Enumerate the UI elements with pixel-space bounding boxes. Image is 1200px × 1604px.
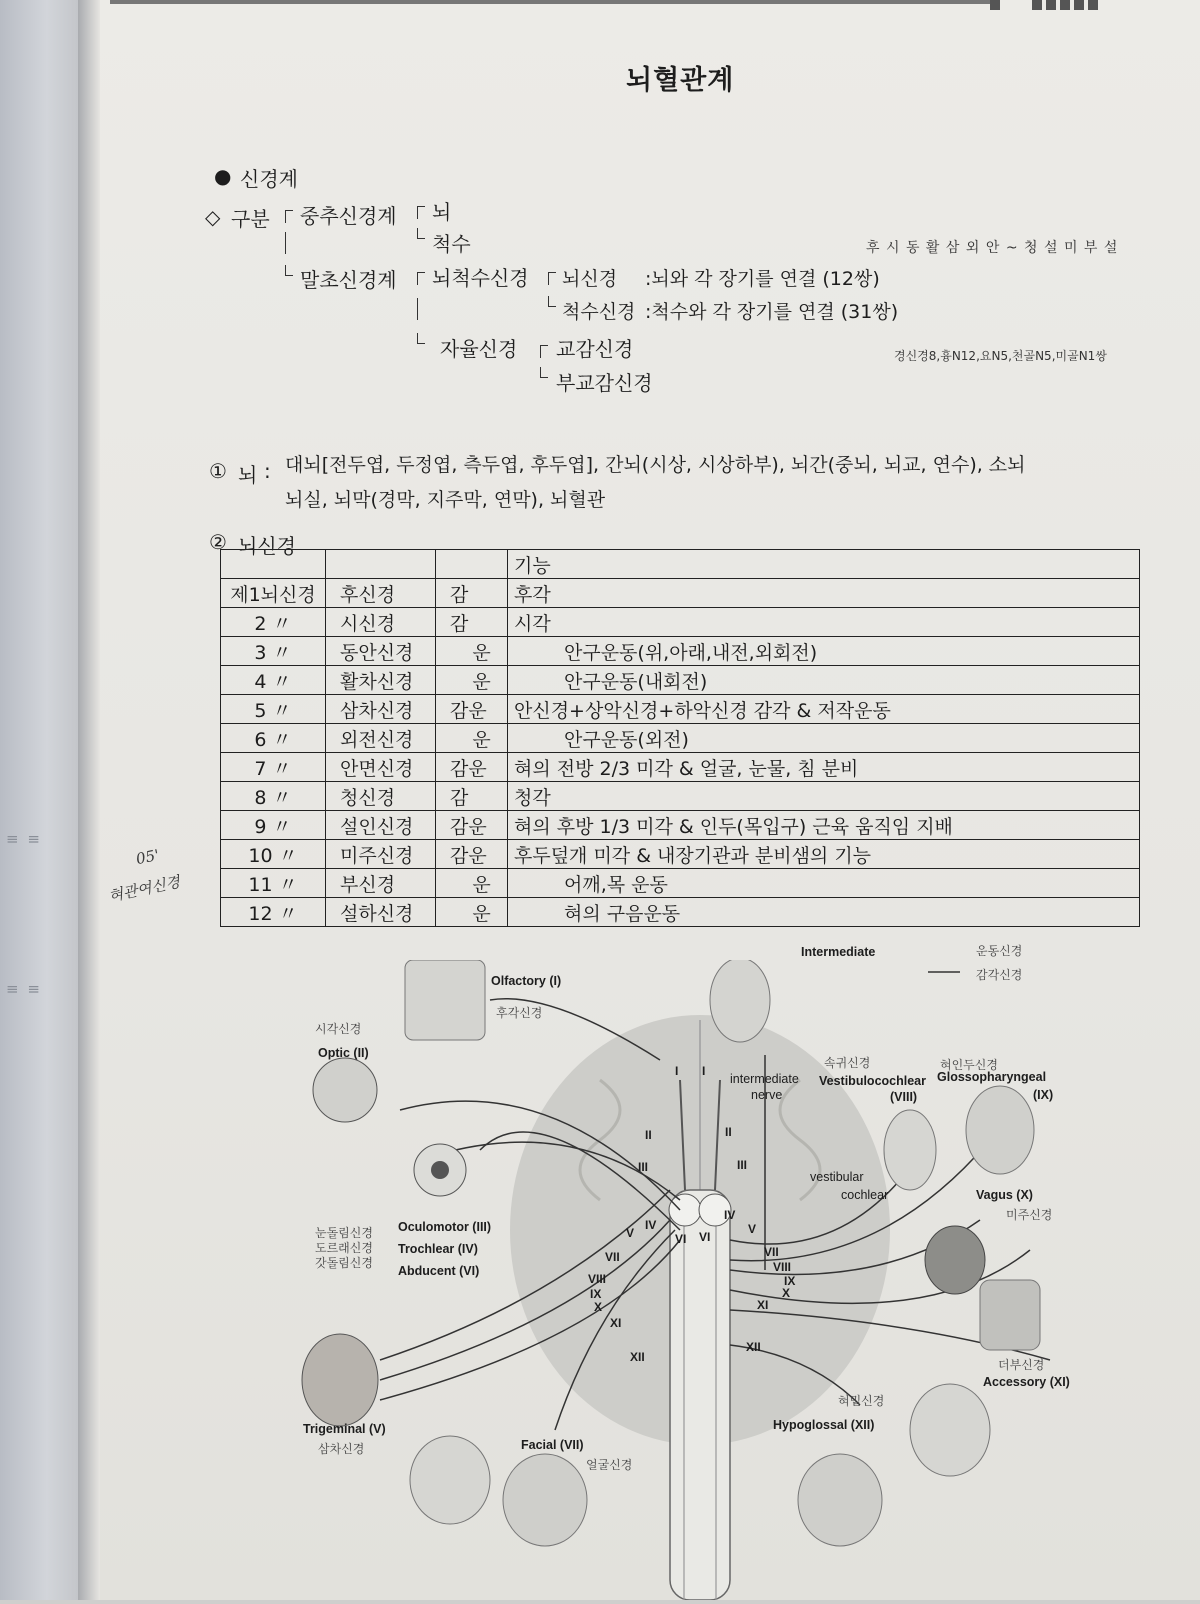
- nerve-number-cell: 4 〃: [221, 666, 326, 695]
- spinal-nerve-desc: :척수와 각 장기를 연결 (31쌍): [645, 301, 899, 323]
- corner-mark: [1060, 0, 1070, 10]
- roman-XII-right: XII: [746, 1340, 761, 1354]
- roman-I-left: I: [675, 1064, 679, 1078]
- hypoglossal-head-vignette: [798, 1454, 882, 1546]
- nerve-function-cell: 안신경+상악신경+하악신경 감각 & 저작운동: [508, 695, 1140, 724]
- intermediate-head-vignette: [710, 960, 770, 1042]
- optic-kr-label: 시각신경: [315, 1022, 362, 1036]
- tree-line: [285, 232, 286, 254]
- trochlear-label: Trochlear (IV): [398, 1242, 478, 1256]
- skull-vignette: [910, 1384, 990, 1476]
- nerve-function-cell: 혀의 구음운동: [508, 898, 1140, 927]
- trigeminal-head-vignette: [410, 1436, 490, 1524]
- olfactory-kr-label: 후각신경: [496, 1006, 543, 1020]
- roman-II-left: II: [645, 1128, 652, 1142]
- diamond-icon: ◇: [205, 205, 221, 229]
- table-row: [221, 782, 1140, 811]
- nerve-name-cell: 미주신경: [326, 840, 436, 869]
- nerve-function-cell: 어깨,목 운동: [508, 869, 1140, 898]
- parasympathetic-label: 부교감신경: [556, 371, 653, 395]
- bleed-through-text: ≡ ≡: [6, 830, 42, 848]
- corner-mark: [1074, 0, 1084, 10]
- table-row: [221, 753, 1140, 782]
- nerve-name-cell: 활차신경: [326, 666, 436, 695]
- lungs-vignette: [925, 1226, 985, 1294]
- roman-VII-right: VII: [764, 1245, 779, 1259]
- handwritten-year: 05': [134, 845, 161, 869]
- nerve-function-cell: 혀의 후방 1/3 미각 & 인두(목입구) 근육 움직임 지배: [508, 811, 1140, 840]
- tree-line: [417, 298, 418, 320]
- brain-parts-line-1: 대뇌[전두엽, 두정엽, 측두엽, 후두엽], 간뇌(시상, 시상하부), 뇌간(중뇌, 뇌교, 연수), 소뇌: [285, 454, 1026, 476]
- roman-III-right: III: [737, 1158, 748, 1172]
- item-number: ②: [209, 530, 227, 554]
- bleed-through-text: ≡ ≡: [6, 980, 42, 998]
- table-row: [221, 579, 1140, 608]
- vestibular-label: vestibular: [810, 1170, 864, 1184]
- nerve-number-cell: 9 〃: [221, 811, 326, 840]
- facial-label: Facial (VII): [521, 1438, 584, 1452]
- nerve-name-cell: 동안신경: [326, 637, 436, 666]
- nerve-number-cell: 7 〃: [221, 753, 326, 782]
- roman-V-left: V: [626, 1226, 635, 1240]
- classification-label: 구분: [231, 207, 270, 231]
- cranial-nerve-label: 뇌신경: [562, 268, 618, 290]
- nerve-name-cell: 외전신경: [326, 724, 436, 753]
- nerve-name-cell: 설인신경: [326, 811, 436, 840]
- vestibulocochlear-num: (VIII): [890, 1090, 918, 1104]
- nerve-type-cell: 감운: [436, 811, 508, 840]
- hypoglossal-kr-label: 혀밑신경: [838, 1394, 885, 1408]
- table-row: [221, 666, 1140, 695]
- table-row: [221, 608, 1140, 637]
- nerve-function-cell: 후각: [508, 579, 1140, 608]
- nerve-name-cell: 삼차신경: [326, 695, 436, 724]
- eyeball-vignette: [313, 1058, 377, 1122]
- spinal-nerve-label: 척수신경: [562, 301, 636, 323]
- nerve-function-cell: 청각: [508, 782, 1140, 811]
- brain-label: 뇌: [432, 200, 452, 224]
- nerve-function-cell: 안구운동(외전): [508, 724, 1140, 753]
- brainstem: [670, 1190, 730, 1600]
- roman-VI-left: VI: [675, 1232, 687, 1246]
- face-photo: [302, 1334, 378, 1426]
- corner-mark: [990, 0, 1000, 10]
- roman-XI-left: XI: [610, 1316, 622, 1330]
- previous-page-edge: [0, 0, 78, 1600]
- brain-item-label: 뇌: [238, 463, 258, 487]
- nerve-function-cell: 혀의 전방 2/3 미각 & 얼굴, 눈물, 침 분비: [508, 753, 1140, 782]
- table-cell: [436, 550, 508, 579]
- page-title: 뇌혈관계: [626, 65, 735, 96]
- accessory-kr-label: 더부신경: [998, 1358, 1045, 1372]
- roman-I-right: I: [702, 1064, 706, 1078]
- nerve-type-cell: 운: [436, 666, 508, 695]
- tree-bracket: [540, 345, 548, 358]
- legend-sensory: 감각신경: [976, 968, 1023, 982]
- throat-vignette: [966, 1086, 1034, 1174]
- nerve-type-cell: 운: [436, 637, 508, 666]
- roman-IV-left: IV: [645, 1218, 657, 1232]
- table-row: [221, 811, 1140, 840]
- glossopharyngeal-label: Glossopharyngeal: [937, 1070, 1047, 1084]
- spinal-count-note: 경신경8,흉N12,요N5,천골N5,미골N1쌍: [894, 349, 1107, 363]
- table-row: [221, 637, 1140, 666]
- intestine-vignette: [980, 1280, 1040, 1350]
- nerve-number-cell: 11 〃: [221, 869, 326, 898]
- handwritten-note: 혀관여신경: [107, 872, 182, 906]
- corner-mark: [1088, 0, 1098, 10]
- autonomic-label: 자율신경: [440, 337, 518, 361]
- trigeminal-label: Trigeminal (V): [303, 1422, 386, 1436]
- roman-XII-left: XII: [630, 1350, 645, 1364]
- table-row: [221, 840, 1140, 869]
- colon: :: [264, 459, 271, 483]
- cochlear-label: cochlear: [841, 1188, 889, 1202]
- nerve-function-cell: 안구운동(내회전): [508, 666, 1140, 695]
- nerve-name-cell: 설하신경: [326, 898, 436, 927]
- roman-VIII-right: VIII: [773, 1260, 792, 1274]
- top-rule: [110, 0, 990, 4]
- roman-IX-left: IX: [590, 1287, 602, 1301]
- tree-bracket: [285, 265, 293, 276]
- table-row: [221, 898, 1140, 927]
- nerve-function-cell: 안구운동(위,아래,내전,외회전): [508, 637, 1140, 666]
- nerve-type-cell: 감운: [436, 753, 508, 782]
- facial-kr-label: 얼굴신경: [586, 1458, 633, 1472]
- nose-vignette: [405, 960, 485, 1040]
- vagus-kr-label: 미주신경: [1006, 1208, 1053, 1222]
- nerve-type-cell: 감: [436, 782, 508, 811]
- table-row: [221, 724, 1140, 753]
- abducent-kr-label: 갓돌림신경: [315, 1256, 373, 1270]
- tree-bracket: [548, 272, 556, 285]
- nerve-name-cell: 안면신경: [326, 753, 436, 782]
- book-gutter: [78, 0, 100, 1600]
- nerve-number-cell: 10 〃: [221, 840, 326, 869]
- corner-mark: [1046, 0, 1056, 10]
- nerve-type-cell: 운: [436, 898, 508, 927]
- corner-mark: [1032, 0, 1042, 10]
- tree-bracket: [417, 206, 425, 219]
- legend-motor: 운동신경: [976, 944, 1023, 958]
- oculomotor-kr-label: 눈돌림신경: [315, 1226, 373, 1240]
- nerve-number-cell: 3 〃: [221, 637, 326, 666]
- nerve-name-cell: 청신경: [326, 782, 436, 811]
- nerve-type-cell: 운: [436, 724, 508, 753]
- trochlear-kr-label: 도르래신경: [315, 1241, 373, 1255]
- nerve-function-cell: 시각: [508, 608, 1140, 637]
- hypoglossal-label: Hypoglossal (XII): [773, 1418, 875, 1432]
- table-row: [221, 869, 1140, 898]
- cranial-nerve-diagram: [300, 944, 1120, 1600]
- roman-V-right: V: [748, 1222, 757, 1236]
- brain-parts-line-2: 뇌실, 뇌막(경막, 지주막, 연막), 뇌혈관: [285, 489, 606, 511]
- oculomotor-label: Oculomotor (III): [398, 1220, 492, 1234]
- cranial-item-label: 뇌신경: [238, 534, 296, 558]
- tree-bracket: [417, 333, 425, 344]
- roman-VII-left: VII: [605, 1250, 620, 1264]
- cranial-nerve-table: [220, 549, 1140, 927]
- nerve-number-cell: 12 〃: [221, 898, 326, 927]
- intermediate-nerve-label-2: nerve: [751, 1088, 783, 1102]
- ear-vignette: [884, 1110, 936, 1190]
- olfactory-label: Olfactory (I): [491, 974, 562, 988]
- nerve-number-cell: 8 〃: [221, 782, 326, 811]
- intermediate-label: Intermediate: [801, 945, 876, 959]
- optic-label: Optic (II): [318, 1046, 369, 1060]
- table-header-row: [221, 550, 1140, 579]
- vestibulocochlear-kr-label: 속귀신경: [824, 1056, 871, 1070]
- cranial-nerve-desc: :뇌와 각 장기를 연결 (12쌍): [645, 268, 880, 290]
- nerve-name-cell: 부신경: [326, 869, 436, 898]
- nerve-type-cell: 감운: [436, 840, 508, 869]
- pns-label: 말초신경계: [300, 268, 397, 292]
- nerve-type-cell: 감: [436, 579, 508, 608]
- vagus-label: Vagus (X): [976, 1188, 1033, 1202]
- cerebrospinal-label: 뇌척수신경: [432, 266, 529, 290]
- tree-bracket: [540, 367, 548, 378]
- spinal-label: 척수: [432, 232, 471, 256]
- nerve-number-cell: 6 〃: [221, 724, 326, 753]
- nerve-number-cell: 2 〃: [221, 608, 326, 637]
- nerve-type-cell: 운: [436, 869, 508, 898]
- intermediate-nerve-label-1: intermediate: [730, 1072, 799, 1086]
- section-label: 신경계: [240, 167, 298, 191]
- sympathetic-label: 교감신경: [556, 337, 634, 361]
- tree-bracket: [417, 228, 425, 239]
- tree-bracket: [285, 210, 293, 223]
- roman-X-right: X: [782, 1286, 791, 1300]
- roman-VI-right: VI: [699, 1230, 711, 1244]
- facial-head-vignette: [503, 1454, 587, 1546]
- accessory-label: Accessory (XI): [983, 1375, 1070, 1389]
- roman-XI-right: XI: [757, 1298, 769, 1312]
- roman-IV-right: IV: [724, 1208, 736, 1222]
- nerve-type-cell: 감: [436, 608, 508, 637]
- nerve-name-cell: 후신경: [326, 579, 436, 608]
- trigeminal-kr-label: 삼차신경: [318, 1442, 365, 1456]
- roman-X-left: X: [594, 1300, 603, 1314]
- roman-VIII-left: VIII: [588, 1272, 607, 1286]
- bullet-icon: ●: [214, 164, 232, 188]
- tree-bracket: [417, 272, 425, 285]
- nerve-number-cell: 5 〃: [221, 695, 326, 724]
- vestibulocochlear-label: Vestibulocochlear: [819, 1074, 926, 1088]
- table-cell: [326, 550, 436, 579]
- roman-III-left: III: [638, 1160, 649, 1174]
- nerve-number-cell: 제1뇌신경: [221, 579, 326, 608]
- glossopharyngeal-num: (IX): [1033, 1088, 1054, 1102]
- mnemonic-note: 후 시 동 활 삼 외 안 ~ 청 설 미 부 설: [866, 240, 1119, 256]
- nerve-type-cell: 감운: [436, 695, 508, 724]
- cns-label: 중추신경계: [300, 204, 397, 228]
- tree-bracket: [548, 296, 556, 307]
- abducent-label: Abducent (VI): [398, 1264, 480, 1278]
- nerve-name-cell: 시신경: [326, 608, 436, 637]
- table-row: [221, 695, 1140, 724]
- nerve-function-cell: 후두덮개 미각 & 내장기관과 분비샘의 기능: [508, 840, 1140, 869]
- item-number: ①: [209, 459, 227, 483]
- glossopharyngeal-kr-label: 혀인두신경: [940, 1058, 998, 1072]
- roman-II-right: II: [725, 1125, 732, 1139]
- table-cell: [221, 550, 326, 579]
- function-header: 기능: [508, 550, 1140, 579]
- roman-IX-right: IX: [784, 1274, 796, 1288]
